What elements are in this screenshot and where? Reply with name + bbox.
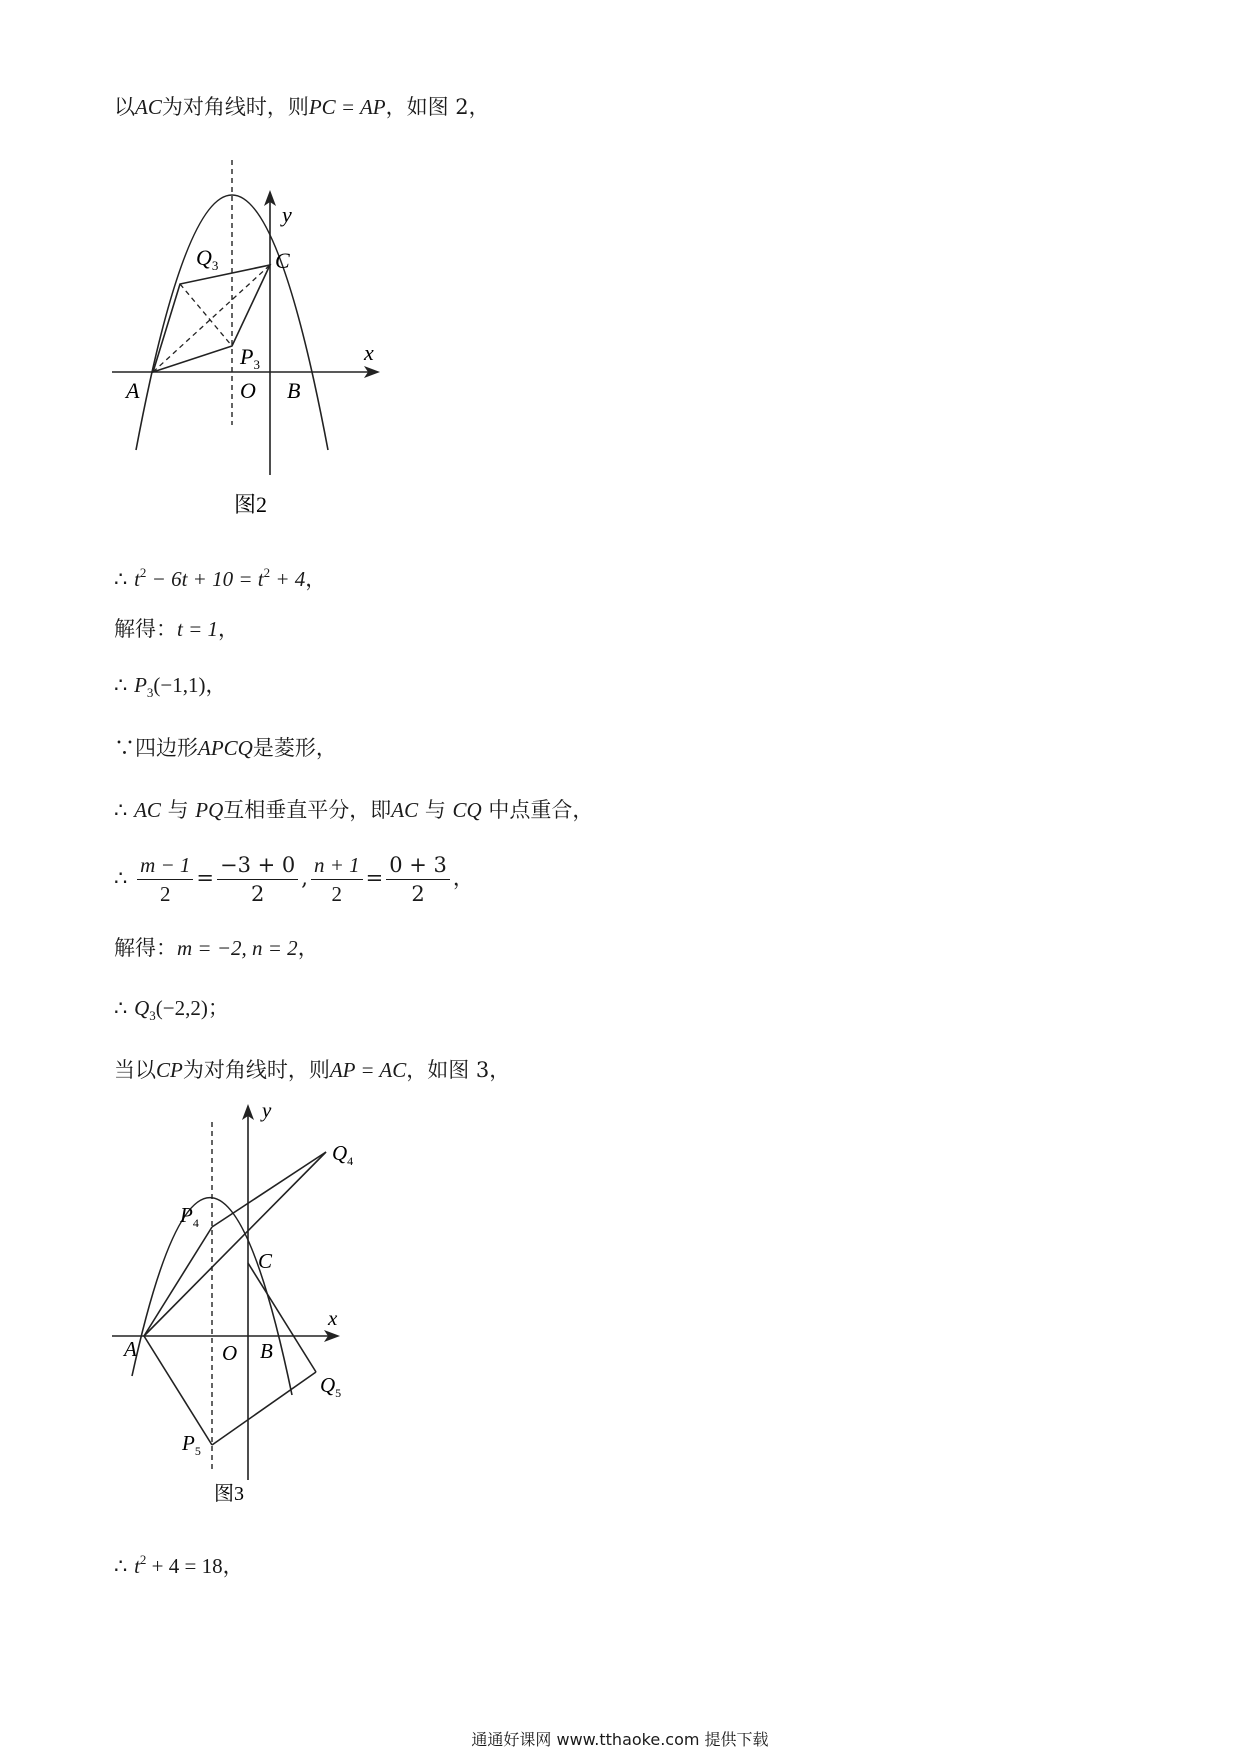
text: 以: [114, 95, 135, 119]
fraction: $\frac{n + 1}{2}$: [311, 851, 363, 908]
therefore-symbol: ∴: [114, 567, 128, 591]
because-symbol: ∵: [114, 736, 135, 760]
math-ac: AC: [134, 798, 161, 822]
text-line-8: [114, 933, 319, 963]
label-q3: $Q_3$: [196, 245, 219, 273]
segment-a-p4: [144, 1227, 212, 1336]
fraction: $\frac{0 + 3}{2}$: [386, 851, 450, 908]
math-ac: AC: [135, 95, 162, 119]
text: ，: [305, 567, 327, 591]
text: ；: [207, 996, 229, 1020]
text-line-5: [114, 733, 337, 763]
therefore-symbol: ∴: [114, 673, 128, 697]
segment-p5-q5: [212, 1372, 316, 1445]
text: 四边形: [135, 736, 198, 760]
math-cp: CP: [156, 1058, 183, 1082]
fraction: $\frac{m - 1}{2}$: [137, 851, 193, 908]
text-line-2: [114, 558, 326, 594]
math-equation: PC = AP: [308, 95, 386, 119]
equals: =: [196, 866, 215, 890]
label-a: A: [126, 378, 140, 403]
y-label: y: [262, 1098, 272, 1122]
segment-p4-q4: [212, 1152, 326, 1227]
text-line-3: [114, 614, 239, 644]
math-equation: m = −2, n = 2: [177, 936, 298, 960]
label-o: O: [222, 1341, 238, 1365]
label-q4: $Q_4$: [332, 1141, 354, 1168]
text: ，如图 2，: [385, 95, 490, 119]
text: ，: [205, 673, 227, 697]
therefore-symbol: ∴: [114, 996, 128, 1020]
text: 解得：: [114, 936, 177, 960]
text: ，: [222, 1554, 244, 1578]
math-equation: $t^2 + 4 = 18$: [134, 1552, 223, 1578]
text: 与: [167, 798, 189, 822]
diagonal-pq: [180, 284, 232, 346]
label-c: C: [275, 248, 290, 273]
figure-2-caption: 图2: [234, 492, 268, 517]
label-p5: $P_5$: [182, 1431, 201, 1458]
text-line-7: [114, 848, 474, 908]
text: 是菱形，: [252, 736, 337, 760]
therefore-symbol: ∴: [114, 798, 128, 822]
label-q5: $Q_5$: [320, 1373, 342, 1400]
therefore-symbol: ∴: [114, 1554, 128, 1578]
text: 为对角线时，则: [161, 95, 309, 119]
figure-3-caption: 图3: [214, 1483, 244, 1505]
text: 解得：: [114, 617, 177, 641]
x-label: x: [364, 340, 374, 365]
equals: =: [365, 866, 384, 890]
label-a: A: [124, 1337, 137, 1361]
label-c: C: [258, 1249, 273, 1273]
text: 为对角线时，则: [182, 1058, 330, 1082]
page-footer: 通通好课网 www.tthaoke.com 提供下载: [471, 1730, 769, 1749]
math-equation: AP = AC: [329, 1058, 407, 1082]
segment-c-q5: [248, 1263, 316, 1372]
fraction: $\frac{-3 + 0}{2}$: [217, 851, 298, 908]
math-equation: $t^2 - 6t + 10 = t^2 + 4$: [134, 565, 306, 591]
label-b: B: [260, 1339, 273, 1363]
text: 当以: [114, 1058, 156, 1082]
label-p4: $P_4$: [180, 1203, 199, 1230]
math-point: $P_3(-1,1)$: [134, 673, 206, 700]
label-o: O: [240, 378, 256, 403]
text-line-11: [114, 1545, 244, 1581]
math-pq: PQ: [195, 798, 224, 822]
math-cq: CQ: [452, 798, 482, 822]
text: ，: [218, 617, 240, 641]
text: ，: [452, 866, 474, 890]
text: 互相垂直平分，即: [223, 798, 392, 822]
figure-2: [100, 150, 400, 530]
text: ，: [297, 936, 319, 960]
text-line-4: [114, 670, 226, 708]
figure-3: [100, 1100, 400, 1520]
text: 中点重合，: [488, 798, 594, 822]
text-line-10: [114, 1055, 510, 1085]
math-apcq: APCQ: [198, 736, 253, 760]
text-line-6: [114, 795, 593, 825]
comma: ,: [301, 866, 308, 890]
segment-a-q4: [144, 1152, 326, 1336]
math-equation: t = 1: [177, 617, 219, 641]
segment-a-p5: [144, 1336, 212, 1445]
text: 与: [424, 798, 446, 822]
text: ，如图 3，: [406, 1058, 511, 1082]
label-b: B: [287, 378, 301, 403]
therefore-symbol: ∴: [114, 866, 128, 890]
math-ac: AC: [391, 798, 419, 822]
x-label: x: [328, 1306, 338, 1330]
y-label: y: [282, 202, 292, 227]
math-point: $Q_3(-2,2)$: [134, 996, 208, 1023]
label-p3: $P_3$: [240, 344, 260, 372]
text-line-9: [114, 993, 229, 1031]
text-line-1: [114, 92, 490, 122]
